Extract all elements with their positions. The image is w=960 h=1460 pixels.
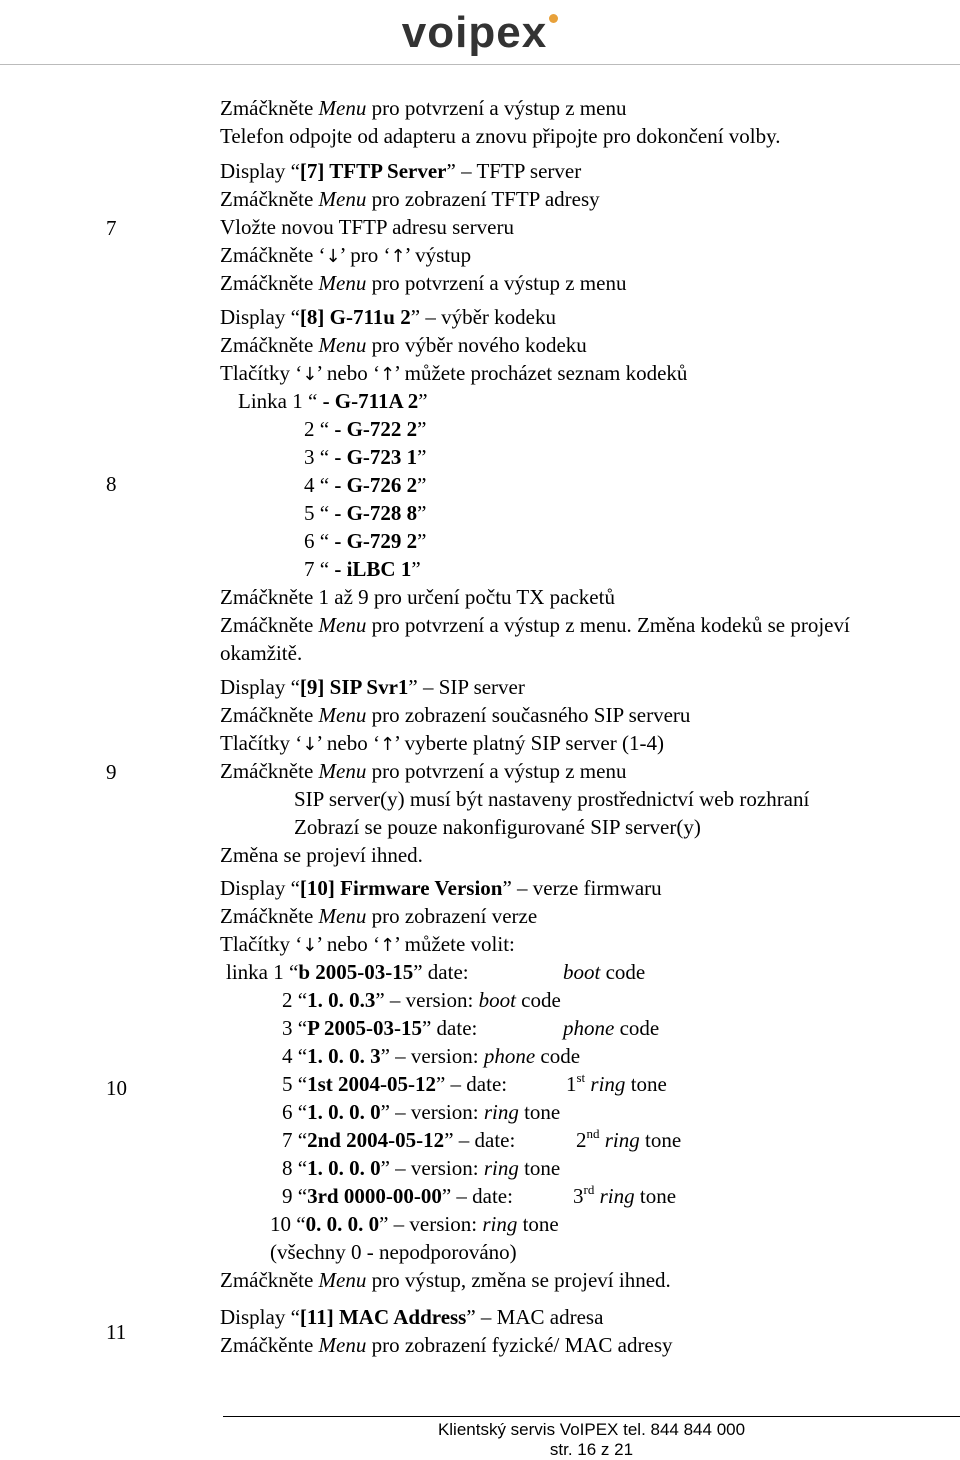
text-line: Zmáčkněte Menu pro potvrzení a výstup z menu — [220, 96, 627, 120]
firmware-row: 2 “1. 0. 0.3” – version: boot code — [282, 988, 561, 1012]
codec-item: 5 “ - G-728 8” — [304, 501, 427, 525]
arrow-down-icon: ↓ — [302, 734, 318, 755]
arrow-up-icon: ↑ — [379, 364, 396, 385]
text-line: Zmáčkněte Menu pro potvrzení a výstup z menu. Změna kodeků se projeví — [220, 613, 850, 637]
text-line: Zmáčkněte ‘↓’ pro ‘↑’ výstup — [220, 243, 472, 267]
codec-item: 2 “ - G-722 2” — [304, 417, 427, 441]
text-line: Zmáčkěnte Menu pro zobrazení fyzické/ MAC adresy — [220, 1333, 673, 1357]
text-line: okamžitě. — [220, 641, 303, 665]
text-line: Zmáčkněte Menu pro potvrzení a výstup z menu — [220, 271, 627, 295]
row-number-10: 10 — [106, 1076, 127, 1100]
display-line-8: Display “[8] G-711u 2” – výběr kodeku — [220, 305, 556, 329]
arrow-up-icon: ↑ — [379, 734, 396, 755]
footer-contact: Klientský servis VoIPEX tel. 844 844 000 — [437, 1420, 746, 1439]
firmware-row-type: 3rd ring tone — [573, 1182, 677, 1208]
row-number-8: 8 — [106, 472, 117, 496]
logo-text: voipex — [401, 8, 548, 57]
firmware-row: linka 1 “b 2005-03-15” date: — [226, 960, 469, 984]
codec-item: 6 “ - G-729 2” — [304, 529, 427, 553]
logo — [0, 8, 960, 58]
text-line: (všechny 0 - nepodporováno) — [270, 1240, 517, 1264]
text-line: Zmáčkněte Menu pro výběr nového kodeku — [220, 333, 587, 357]
header-divider — [0, 64, 960, 65]
display-line-9: Display “[9] SIP Svr1” – SIP server — [220, 675, 525, 699]
text-line: Zmáčkněte 1 až 9 pro určení počtu TX packetů — [220, 585, 615, 609]
firmware-row: 3 “P 2005-03-15” date: — [282, 1016, 478, 1040]
text-line: Tlačítky ‘↓’ nebo ‘↑’ vyberte platný SIP server (1-4) — [220, 731, 664, 755]
text-line: Zmáčkněte Menu pro zobrazení TFTP adresy — [220, 187, 600, 211]
logo-dot-icon — [549, 14, 558, 23]
text-line: Tlačítky ‘↓’ nebo ‘↑’ můžete volit: — [220, 932, 515, 956]
codec-item: 7 “ - iLBC 1” — [304, 557, 421, 581]
display-line-11: Display “[11] MAC Address” – MAC adresa — [220, 1305, 604, 1329]
codec-item: 4 “ - G-726 2” — [304, 473, 427, 497]
footer-divider — [223, 1416, 960, 1417]
firmware-row: 6 “1. 0. 0. 0” – version: ring tone — [282, 1100, 561, 1124]
page-number: str. 16 z 21 — [549, 1440, 634, 1459]
display-line-10: Display “[10] Firmware Version” – verze firmwaru — [220, 876, 662, 900]
display-line-7: Display “[7] TFTP Server” – TFTP server — [220, 159, 582, 183]
arrow-down-icon: ↓ — [302, 935, 318, 956]
firmware-row: 5 “1st 2004-05-12” – date: — [282, 1072, 508, 1096]
firmware-row: 9 “3rd 0000-00-00” – date: — [282, 1184, 513, 1208]
firmware-row: 7 “2nd 2004-05-12” – date: — [282, 1128, 516, 1152]
text-line: Zmáčkněte Menu pro zobrazení verze — [220, 904, 538, 928]
row-number-11: 11 — [106, 1320, 127, 1344]
arrow-up-icon: ↑ — [379, 935, 396, 956]
text-line: Tlačítky ‘↓’ nebo ‘↑’ můžete procházet seznam kodeků — [220, 361, 688, 385]
codec-item: 3 “ - G-723 1” — [304, 445, 427, 469]
firmware-row: 10 “0. 0. 0. 0” – version: ring tone — [270, 1212, 559, 1236]
text-line: SIP server(y) musí být nastaveny prostřednictví web rozhraní — [294, 787, 810, 811]
text-line: Telefon odpojte od adapteru a znovu připojte pro dokončení volby. — [220, 124, 781, 148]
text-line: Vložte novou TFTP adresu serveru — [220, 215, 514, 239]
row-number-7: 7 — [106, 216, 117, 240]
arrow-down-icon: ↓ — [325, 246, 341, 267]
arrow-up-icon: ↑ — [390, 246, 406, 267]
firmware-row-type: 1st ring tone — [566, 1070, 667, 1096]
firmware-row-type: boot code — [563, 960, 646, 984]
text-line: Zmáčkněte Menu pro zobrazení současného SIP serveru — [220, 703, 691, 727]
text-line: Zobrazí se pouze nakonfigurované SIP server(y) — [294, 815, 701, 839]
firmware-row-type: 2nd ring tone — [576, 1126, 682, 1152]
text-line: Zmáčkněte Menu pro potvrzení a výstup z menu — [220, 759, 627, 783]
firmware-row: 4 “1. 0. 0. 3” – version: phone code — [282, 1044, 581, 1068]
arrow-down-icon: ↓ — [302, 364, 318, 385]
firmware-row: 8 “1. 0. 0. 0” – version: ring tone — [282, 1156, 561, 1180]
text-line: Změna se projeví ihned. — [220, 843, 423, 867]
codec-item: Linka 1 “ - G-711A 2” — [238, 389, 428, 413]
row-number-9: 9 — [106, 760, 117, 784]
firmware-row-type: phone code — [563, 1016, 660, 1040]
text-line: Zmáčkněte Menu pro výstup, změna se projeví ihned. — [220, 1268, 671, 1292]
